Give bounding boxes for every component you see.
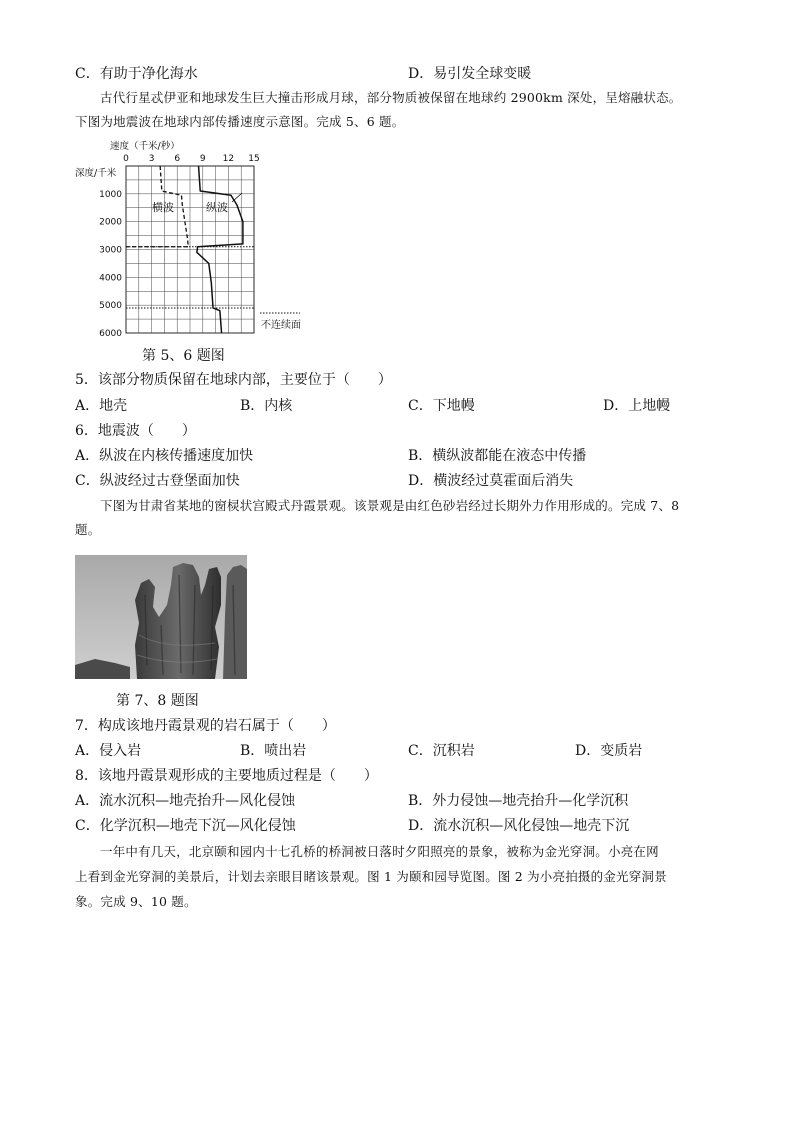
q7-stem: 7．构成该地丹霞景观的岩石属于（ ） xyxy=(75,718,336,734)
option-c-line: C．有助于净化海水 xyxy=(75,66,198,82)
intro-5-6-line-1: 古代行星忒伊亚和地球发生巨大撞击形成月球，部分物质被保留在地球约 2900km 深处，呈熔融状态。 xyxy=(100,90,682,105)
seismic-wave-chart xyxy=(72,138,312,342)
q8-option-d: D．流水沉积—风化侵蚀—地壳下沉 xyxy=(408,818,630,834)
y-tick-label: 4000 xyxy=(99,273,122,284)
q8-option-c: C．化学沉积—地壳下沉—风化侵蚀 xyxy=(75,818,296,834)
y-axis-label: 深度/千米 xyxy=(75,168,117,179)
y-tick-label: 6000 xyxy=(99,329,122,339)
q6-option-d: D．横波经过莫霍面后消失 xyxy=(408,473,574,489)
series-label-p-wave: 纵波 xyxy=(206,201,228,214)
x-axis-label: 速度（千米/秒） xyxy=(110,141,180,152)
x-tick-label: 12 xyxy=(222,154,235,164)
q6-option-b: B．横纵波都能在液态中传播 xyxy=(408,448,587,464)
option-d-line: D．易引发全球变暖 xyxy=(408,66,532,82)
q8-option-a: A．流水沉积—地壳抬升—风化侵蚀 xyxy=(75,793,296,809)
x-tick-label: 15 xyxy=(248,154,260,164)
q5-option-c: C．下地幔 xyxy=(408,398,475,414)
q7-option-c: C．沉积岩 xyxy=(408,743,475,759)
x-tick-label: 9 xyxy=(199,154,206,164)
q6-stem: 6．地震波（ ） xyxy=(75,423,196,439)
caption-5-6: 第 5、6 题图 xyxy=(142,348,225,364)
q5-stem: 5．该部分物质保留在地球内部，主要位于（ ） xyxy=(75,372,392,388)
y-tick-label: 1000 xyxy=(99,189,122,200)
x-tick-label: 3 xyxy=(148,154,155,164)
q7-option-a: A．侵入岩 xyxy=(75,743,142,759)
intro-9-10-line-1: 一年中有几天，北京颐和园内十七孔桥的桥洞被日落时夕阳照亮的景象，被称为金光穿洞。小亮在网 xyxy=(100,844,659,859)
q7-option-d: D．变质岩 xyxy=(575,743,643,759)
intro-9-10-line-3: 象。完成 9、10 题。 xyxy=(75,894,197,909)
q5-option-b: B．内核 xyxy=(240,398,293,414)
y-tick-label: 3000 xyxy=(99,245,122,256)
x-axis-ticks xyxy=(123,154,260,164)
y-axis-ticks xyxy=(99,190,122,339)
series-label-s-wave: 横波 xyxy=(152,201,174,214)
discontinuity-legend-label: 不连续面 xyxy=(261,320,301,331)
intro-7-8-line-2: 题。 xyxy=(75,522,101,537)
x-tick-label: 6 xyxy=(174,154,181,164)
q5-option-d: D．上地幔 xyxy=(603,398,671,414)
q6-option-c: C．纵波经过古登堡面加快 xyxy=(75,473,240,489)
x-tick-label: 0 xyxy=(123,154,129,164)
danxia-landform-photo xyxy=(75,555,247,679)
q5-option-a: A．地壳 xyxy=(75,398,128,414)
y-tick-label: 2000 xyxy=(99,217,122,228)
intro-5-6-line-2: 下图为地震波在地球内部传播速度示意图。完成 5、6 题。 xyxy=(75,114,405,129)
q8-stem: 8．该地丹霞景观形成的主要地质过程是（ ） xyxy=(75,768,378,784)
intro-7-8-line-1: 下图为甘肃省某地的窗棂状宫殿式丹霞景观。该景观是由红色砂岩经过长期外力作用形成的。完成 7、8 xyxy=(100,498,680,513)
caption-7-8: 第 7、8 题图 xyxy=(116,693,199,709)
p-wave-label-leader xyxy=(232,193,242,202)
q8-option-b: B．外力侵蚀—地壳抬升—化学沉积 xyxy=(408,793,629,809)
q6-option-a: A．纵波在内核传播速度加快 xyxy=(75,448,254,464)
q7-option-b: B．喷出岩 xyxy=(240,743,307,759)
intro-9-10-line-2: 上看到金光穿洞的美景后，计划去亲眼目睹该景观。图 1 为颐和园导览图。图 2 为小亮拍摄的金光穿洞景 xyxy=(75,869,667,884)
y-tick-label: 5000 xyxy=(99,301,122,312)
